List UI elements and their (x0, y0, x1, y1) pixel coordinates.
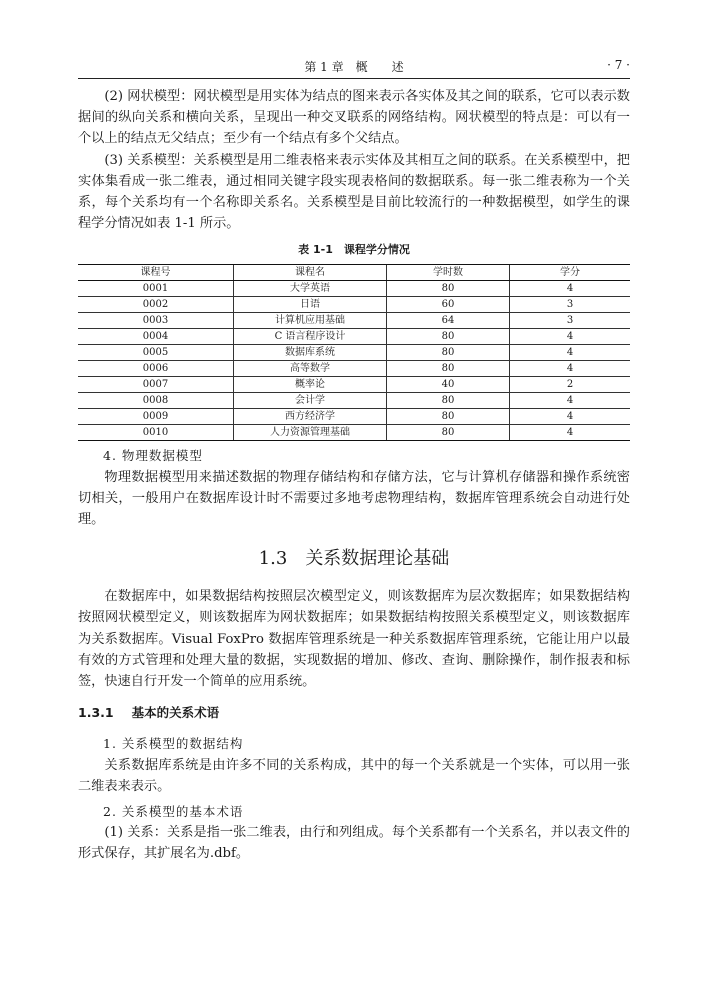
cell-course-id: 0004 (78, 329, 234, 345)
cell-course-id: 0005 (78, 345, 234, 361)
cell-course-id: 0007 (78, 377, 234, 393)
cell-course-id: 0008 (78, 393, 234, 409)
table-row (78, 409, 630, 425)
cell-credits: 4 (510, 345, 631, 361)
cell-credits: 3 (510, 313, 631, 329)
cell-course-name: 高等数学 (234, 361, 387, 377)
cell-course-name: 数据库系统 (234, 345, 387, 361)
table-header-row (78, 265, 630, 281)
cell-course-id: 0006 (78, 361, 234, 377)
chapter-title: 第 1 章 概 述 (304, 60, 404, 74)
table-row (78, 313, 630, 329)
table-row (78, 281, 630, 297)
cell-hours: 80 (387, 425, 510, 441)
heading-data-structure: 1. 关系模型的数据结构 (103, 736, 244, 752)
column-header-course-name: 课程名 (234, 265, 387, 281)
cell-credits: 4 (510, 393, 631, 409)
page-number: · 7 · (607, 58, 630, 72)
heading-physical-data-model: 4. 物理数据模型 (103, 448, 203, 464)
column-header-course-id: 课程号 (78, 265, 234, 281)
section-title-text: 关系数据理论基础 (305, 548, 450, 570)
table-row (78, 297, 630, 313)
cell-course-id: 0009 (78, 409, 234, 425)
running-header (78, 58, 630, 79)
cell-hours: 64 (387, 313, 510, 329)
column-header-hours: 学时数 (387, 265, 510, 281)
course-credit-table (78, 264, 630, 441)
cell-course-name: 概率论 (234, 377, 387, 393)
cell-course-name: C 语言程序设计 (234, 329, 387, 345)
cell-course-name: 人力资源管理基础 (234, 425, 387, 441)
cell-hours: 80 (387, 329, 510, 345)
cell-course-id: 0002 (78, 297, 234, 313)
cell-hours: 80 (387, 281, 510, 297)
heading-basic-terms: 2. 关系模型的基本术语 (103, 804, 244, 820)
subsection-title-text: 基本的关系术语 (131, 705, 220, 721)
page-body (78, 86, 630, 865)
cell-course-id: 0003 (78, 313, 234, 329)
cell-hours: 60 (387, 297, 510, 313)
cell-credits: 4 (510, 281, 631, 297)
cell-hours: 40 (387, 377, 510, 393)
cell-course-name: 西方经济学 (234, 409, 387, 425)
cell-credits: 3 (510, 297, 631, 313)
cell-course-name: 日语 (234, 297, 387, 313)
subsection-title (78, 702, 630, 723)
paragraph-network-model: (2) 网状模型：网状模型是用实体为结点的图来表示各实体及其之间的联系，它可以表示数据间的纵向关系和横向关系，呈现出一种交叉联系的网络结构。网状模型的特点是：可以有一个以上的结点无父结点；至少有一个结点有多个父结点。 (78, 89, 630, 147)
section-title (78, 546, 630, 572)
cell-credits: 4 (510, 329, 631, 345)
paragraph-relational-structure: 关系数据库系统是由许多不同的关系构成，其中的每一个关系就是一个实体，可以用一张二维表来表示。 (78, 757, 630, 794)
paragraph-physical-model: 物理数据模型用来描述数据的物理存储结构和存储方法，它与计算机存储器和操作系统密切相关，一般用户在数据库设计时不需要过多地考虑物理结构，数据库管理系统会自动进行处理。 (78, 469, 630, 528)
column-header-credits: 学分 (510, 265, 631, 281)
cell-course-name: 会计学 (234, 393, 387, 409)
table-row (78, 377, 630, 393)
cell-credits: 4 (510, 409, 631, 425)
cell-hours: 80 (387, 409, 510, 425)
cell-credits: 4 (510, 361, 631, 377)
table-caption: 表 1-1 课程学分情况 (298, 243, 410, 257)
cell-course-name: 大学英语 (234, 281, 387, 297)
cell-course-id: 0001 (78, 281, 234, 297)
table-row (78, 361, 630, 377)
cell-credits: 4 (510, 425, 631, 441)
cell-course-name: 计算机应用基础 (234, 313, 387, 329)
paragraph-database-types: 在数据库中，如果数据结构按照层次模型定义，则该数据库为层次数据库；如果数据结构按照网状模型定义，则该数据库为网状数据库；如果数据结构按照关系模型定义，则该数据库为关系数据库。Visual FoxPro 数据库管理系统是一种关系数据库管理系统，它能让用户以最有效的方式管理和处理大量的数据，实现数据的增加、修改、查询、删除操作，制作报表和标签，快速自行开发一个简单的应用系统。 (78, 589, 630, 690)
paragraph-relation-definition: (1) 关系：关系是指一张二维表，由行和列组成。每个关系都有一个关系名，并以表文件的形式保存，其扩展名为.dbf。 (78, 825, 630, 862)
cell-hours: 80 (387, 345, 510, 361)
cell-hours: 80 (387, 361, 510, 377)
table-row (78, 425, 630, 441)
cell-hours: 80 (387, 393, 510, 409)
table-row (78, 345, 630, 361)
cell-course-id: 0010 (78, 425, 234, 441)
cell-credits: 2 (510, 377, 631, 393)
subsection-number: 1.3.1 (78, 705, 114, 721)
table-row (78, 393, 630, 409)
table-row (78, 329, 630, 345)
section-number: 1.3 (258, 548, 288, 570)
paragraph-relational-model: (3) 关系模型：关系模型是用二维表格来表示实体及其相互之间的联系。在关系模型中，把实体集看成一张二维表，通过相同关键字段实现表格间的数据联系。每一张二维表称为一个关系，每个关系均有一个名称即关系名。关系模型是目前比较流行的一种数据模型，如学生的课程学分情况如表 1-1 所示。 (78, 152, 630, 232)
